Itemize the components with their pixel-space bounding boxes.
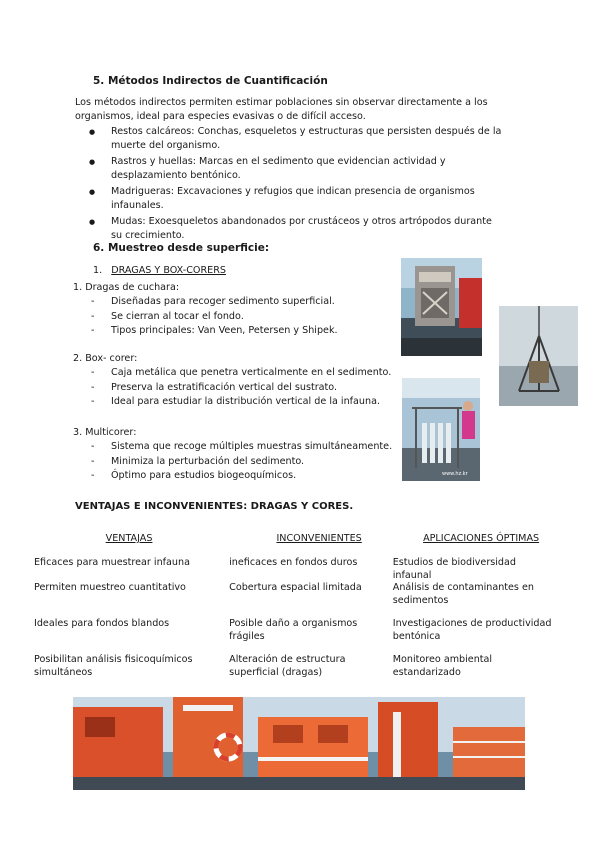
list-item: - Minimiza la perturbación del sedimento. bbox=[73, 455, 403, 470]
table-cell: Cobertura espacial limitada bbox=[229, 582, 362, 593]
table-cell: Monitoreo ambiental estandarizado bbox=[392, 654, 493, 678]
section-5-bullets bbox=[85, 125, 505, 245]
subsection-title bbox=[93, 265, 226, 276]
table-row bbox=[34, 617, 564, 653]
list-item: ● Rastros y huellas: Marcas en el sedimento que evidencian actividad y desplazamiento bentónico. bbox=[85, 155, 505, 183]
subsection-number: 1. bbox=[93, 265, 103, 276]
table-title: VENTAJAS E INCONVENIENTES: DRAGAS Y CORES. bbox=[75, 501, 354, 512]
list-item: - Ideal para estudiar la distribución vertical de la infauna. bbox=[73, 395, 403, 410]
section-5-intro: Los métodos indirectos permiten estimar poblaciones sin observar directamente a los organismos, ideal para especies evasivas o de difícil acceso. bbox=[75, 97, 488, 122]
list-item: - Diseñadas para recoger sedimento superficial. bbox=[73, 295, 403, 310]
dredge-photo bbox=[401, 258, 482, 356]
table-cell: Eficaces para muestrear infauna bbox=[34, 557, 190, 568]
comparison-table bbox=[34, 533, 564, 683]
photo-caption: www.hz.kr bbox=[442, 471, 468, 477]
group-title: 1. Dragas de cuchara: bbox=[73, 282, 180, 293]
table-cell: Posible daño a organismos frágiles bbox=[229, 618, 358, 642]
table-cell: Alteración de estructura superficial (dragas) bbox=[229, 654, 346, 678]
multicorer-photo bbox=[402, 378, 480, 481]
list-item: - Sistema que recoge múltiples muestras simultáneamente. bbox=[73, 440, 403, 455]
header-inconvenientes: INCONVENIENTES bbox=[276, 533, 362, 544]
table-cell: Análisis de contaminantes en sedimentos bbox=[392, 582, 534, 606]
subsection-label: DRAGAS Y BOX-CORERS bbox=[111, 265, 226, 276]
group-title: 3. Multicorer: bbox=[73, 427, 137, 438]
table-cell: Ideales para fondos blandos bbox=[34, 618, 170, 629]
list-item: - Se cierran al tocar el fondo. bbox=[73, 310, 403, 325]
list-item: - Tipos principales: Van Veen, Petersen y Shipek. bbox=[73, 324, 403, 339]
table-cell: Permiten muestreo cuantitativo bbox=[34, 582, 186, 593]
group-multicorer bbox=[73, 426, 403, 484]
list-item: ● Madrigueras: Excavaciones y refugios que indican presencia de organismos infaunales. bbox=[85, 185, 505, 213]
list-item: - Caja metálica que penetra verticalmente en el sedimento. bbox=[73, 366, 403, 381]
group-title: 2. Box- corer: bbox=[73, 353, 138, 364]
group-box-corer bbox=[73, 352, 403, 410]
header-ventajas: VENTAJAS bbox=[105, 533, 153, 544]
table-row bbox=[34, 581, 564, 617]
table-header-row bbox=[34, 533, 564, 544]
group-dragas bbox=[73, 281, 403, 339]
table-row bbox=[34, 653, 564, 683]
table-row bbox=[34, 556, 564, 581]
list-item: - Preserva la estratificación vertical del sustrato. bbox=[73, 381, 403, 396]
table-cell: Estudios de biodiversidad infaunal bbox=[392, 557, 516, 581]
list-item: - Óptimo para estudios biogeoquímicos. bbox=[73, 469, 403, 484]
table-cell: Investigaciones de productividad bentónica bbox=[392, 618, 552, 642]
table-cell: ineficaces en fondos duros bbox=[229, 557, 358, 568]
section-5-heading: 5. Métodos Indirectos de Cuantificación bbox=[93, 75, 328, 87]
table-cell: Posibilitan análisis fisicoquímicos simultáneos bbox=[34, 654, 193, 678]
header-aplicaciones: APLICACIONES ÓPTIMAS bbox=[423, 533, 540, 544]
box-corer-photo bbox=[499, 306, 578, 406]
list-item: ● Restos calcáreos: Conchas, esqueletos y estructuras que persisten después de la muerte del organismo. bbox=[85, 125, 505, 153]
list-item: ● Mudas: Exoesqueletos abandonados por crustáceos y otros artrópodos durante su crecimiento. bbox=[85, 215, 505, 243]
ship-deck-photo bbox=[73, 697, 525, 790]
section-6-heading: 6. Muestreo desde superficie: bbox=[93, 242, 270, 254]
